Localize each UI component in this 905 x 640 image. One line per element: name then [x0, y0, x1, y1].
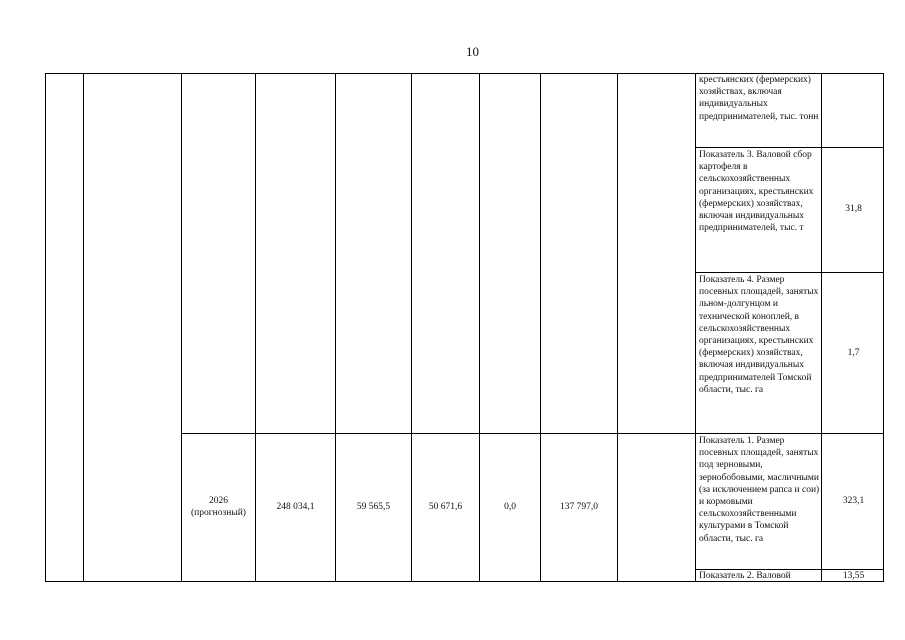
indicator-value: 13,55 — [842, 571, 865, 581]
column-divider — [617, 73, 618, 582]
other-value: 137 797,0 — [560, 502, 598, 512]
budget-table — [45, 73, 884, 582]
indicator-value: 31,8 — [845, 204, 862, 214]
local-value: 0,0 — [504, 502, 516, 512]
column-divider — [821, 73, 822, 582]
indicator-text: крестьянских (фермерских) хозяйствах, включая индивидуальных предпринимателей, тыс. тонн — [699, 75, 819, 122]
row-divider — [181, 433, 884, 434]
column-divider — [695, 73, 696, 582]
year-note: (прогнозный) — [191, 508, 246, 519]
federal-value: 59 565,5 — [356, 502, 391, 512]
indicator-value: 1,7 — [847, 348, 860, 358]
page-number: 10 — [466, 44, 479, 59]
regional-value: 50 671,6 — [428, 502, 463, 512]
indicator-text: Показатель 1. Размер посевных площадей, занятых под зерновыми, зернобобовыми, масличными (за исключением рапса и сои) и кормовыми сельскохозяйственными культурами в Томской области, тыс. га — [699, 436, 820, 544]
row-divider — [695, 147, 884, 148]
year-label: 2026 — [209, 496, 228, 506]
indicator-text: Показатель 3. Валовой сбор картофеля в сельскохозяйственных организациях, крестьянских (фермерских) хозяйствах, включая индивидуальных предпринимателей, тыс. т — [699, 150, 814, 234]
indicator-text: Показатель 4. Размер посевных площадей, занятых льном-долгунцом и технической коноплей, в сельскохозяйственных организациях, крестьянских (фермерских) хозяйствах, включая индивидуальных предпринимателей Томской области, тыс. га — [699, 275, 819, 395]
total-value: 248 034,1 — [276, 502, 315, 512]
column-divider — [83, 73, 84, 582]
row-divider — [695, 272, 884, 273]
year-cell — [182, 495, 255, 519]
indicator-value: 323,1 — [842, 496, 865, 506]
table-border-left — [45, 73, 46, 582]
indicator-text: Показатель 2. Валовой — [699, 571, 791, 581]
